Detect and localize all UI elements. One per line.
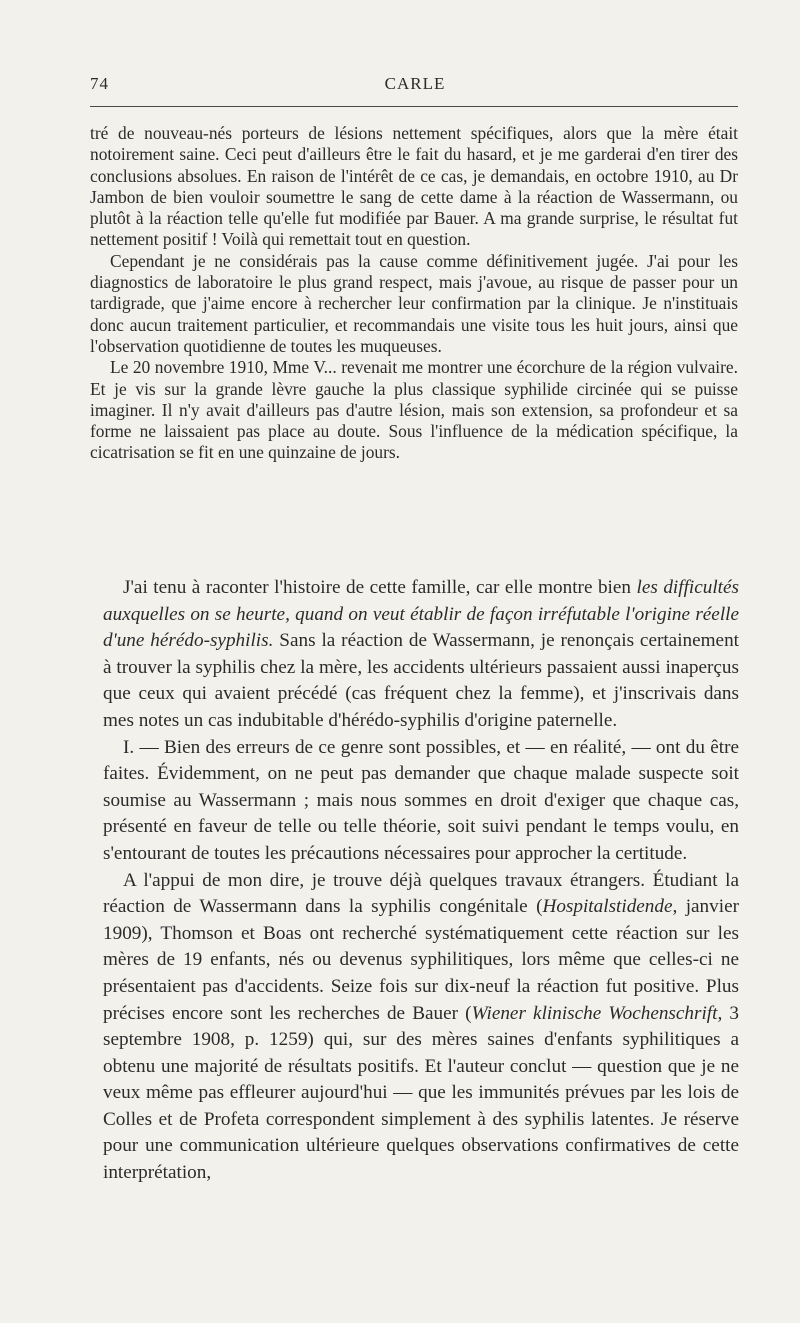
p4-text-start: J'ai tenu à raconter l'histoire de cette famille, car elle montre bien (123, 577, 637, 598)
p6-text-c: 3 septembre 1908, p. 1259) qui, sur des mères saines d'enfants syphilitiques a obtenu une majorité de résultats positifs. Et l'auteur conclut — question que je ne veux même pas effleurer aujourd'hui — que les immunités prévues par les lois de Colles et de Profeta correspondent simplement à des syphilis latentes. Je réserve pour une communication ultérieure quelques observations confirmatives de cette interprétation, (103, 1002, 740, 1184)
paragraph-3: Le 20 novembre 1910, Mme V... revenait me montrer une écorchure de la région vulvaire. Et je vis sur la grande lèvre gauche la plus classique syphilide circinée qui se puisse imaginer. Il n'y avait d'ailleurs pas d'autre lésion, mais son extension, sa profondeur et sa forme ne laissaient pas place au doute. Sous l'influence de la médication spécifique, la cicatrisation se fit en une quinzaine de jours. (90, 357, 738, 463)
running-title: CARLE (384, 74, 446, 93)
paragraph-6 (103, 868, 739, 1187)
paragraph-4 (103, 575, 739, 735)
case-report-block (90, 123, 738, 464)
page-header (90, 74, 740, 96)
discussion-block (103, 575, 739, 1187)
p6-text-b: janvier 1909), Thomson et Boas ont recherché systématiquement cette réaction sur les mères de 19 enfants, nés ou devenus syphilitiques, lors même que celles-ci ne présentaient pas d'accidents. Seize fois sur dix-neuf la réaction fut positive. Plus précises encore sont les recherches de Bauer ( (103, 896, 739, 1024)
p4-italic-phrase: les difficultés auxquelles on se heurte, quand on veut établir de façon irréfutable l'origine réelle d'une hérédo-syphilis. (103, 577, 739, 652)
p6-text-a: A l'appui de mon dire, je trouve déjà quelques travaux étrangers. Étudiant la réaction de Wassermann dans la syphilis congénitale ( (103, 869, 739, 918)
header-rule (90, 106, 738, 107)
page-number: 74 (90, 74, 109, 93)
paragraph-2: Cependant je ne considérais pas la cause comme définitivement jugée. J'ai pour les diagnostics de laboratoire le plus grand respect, mais j'avoue, au risque de passer pour un tardigrade, que j'aime encore à rechercher leur confirmation par la clinique. Je n'instituais donc aucun traitement particulier, et recommandais une visite tous les huit jours, ainsi que l'observation quotidienne de toutes les muqueuses. (90, 250, 738, 356)
p4-text-end: Sans la réaction de Wassermann, je renonçais certainement à trouver la syphilis chez la mère, les accidents ultérieurs passaient aussi inaperçus que ceux qui avaient précédé (cas fréquent chez la femme), et j'inscrivais dans mes notes un cas indubitable d'hérédo-syphilis d'origine paternelle. (103, 630, 740, 731)
paragraph-5: I. — Bien des erreurs de ce genre sont possibles, et — en réalité, — ont du être faites. Évidemment, on ne peut pas demander que chaque malade suspecte soit soumise au Wassermann ; mais nous sommes en droit d'exiger que chaque cas, présenté en faveur de telle ou telle théorie, soit suivi pendant le temps voulu, en s'entourant de toutes les précautions nécessaires pour approcher la certitude. (103, 736, 739, 864)
paragraph-1: tré de nouveau-nés porteurs de lésions nettement spécifiques, alors que la mère était notoirement saine. Ceci peut d'ailleurs être le fait du hasard, et je me garderai d'en tirer des conclusions absolues. En raison de l'intérêt de ce cas, je demandais, en octobre 1910, au Dr Jambon de bien vouloir soumettre le sang de cette dame à la réaction de Wassermann, ou plutôt à la réaction telle qu'elle fut modifiée par Bauer. A ma grande surprise, le résultat fut nettement positif ! Voilà qui remettait tout en question. (90, 123, 738, 250)
p6-journal-wiener: Wiener klinische Wochenschrift, (471, 1002, 723, 1024)
p6-journal-hospitalstidende: Hospitalstidende, (542, 896, 678, 918)
